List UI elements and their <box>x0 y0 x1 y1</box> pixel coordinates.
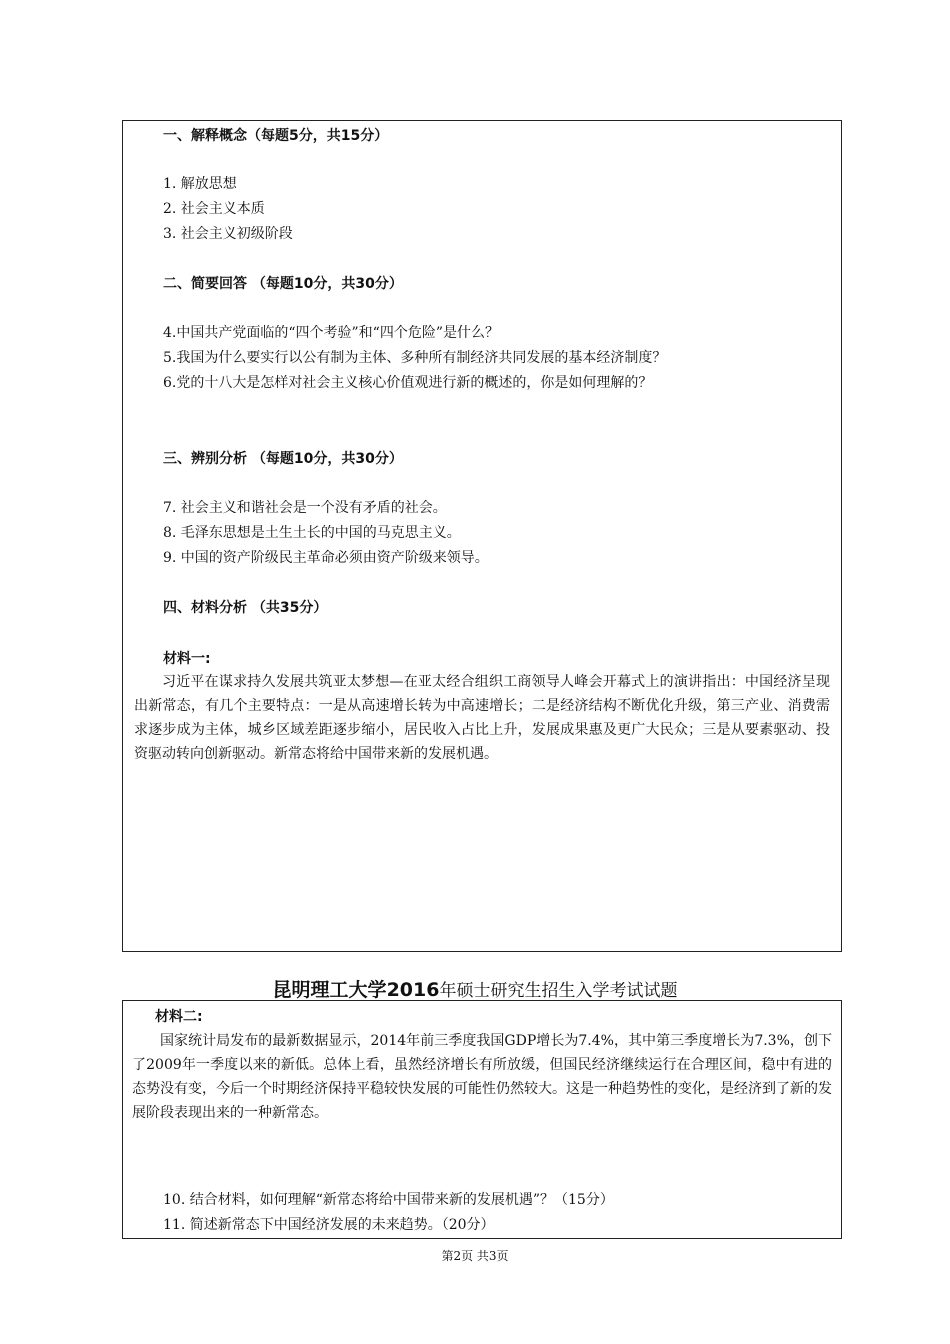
section4-heading: 四、材料分析 （共35分） <box>163 600 328 616</box>
material1-label: 材料一: <box>163 651 211 667</box>
exam-title-rest: 年硕士研究生招生入学考试试题 <box>439 981 678 1001</box>
question-item: 2. 社会主义本质 <box>163 201 265 217</box>
question-item: 11. 简述新常态下中国经济发展的未来趋势。（20分） <box>163 1217 495 1233</box>
question-item: 8. 毛泽东思想是土生土长的中国的马克思主义。 <box>163 525 461 541</box>
page-number: 第2页 共3页 <box>441 1249 509 1263</box>
section2-heading: 二、简要回答 （每题10分，共30分） <box>163 276 403 292</box>
section3-heading: 三、辨别分析 （每题10分，共30分） <box>163 451 403 467</box>
material2-text: 国家统计局发布的最新数据显示，2014年前三季度我国GDP增长为7.4%，其中第三季度增长为7.3%，创下了2009年一季度以来的新低。总体上看，虽然经济增长有所放缓，但国民经济继续运行在合理区间，稳中有进的态势没有变，今后一个时期经济保持平稳较快发展的可能性仍然较大。这是一种趋势性的变化，是经济到了新的发展阶段表现出来的一种新常态。 <box>132 1033 832 1121</box>
question-item: 10. 结合材料，如何理解“新常态将给中国带来新的发展机遇”？（15分） <box>163 1192 614 1208</box>
question-item: 9. 中国的资产阶级民主革命必须由资产阶级来领导。 <box>163 550 489 566</box>
question-item: 7. 社会主义和谐社会是一个没有矛盾的社会。 <box>163 500 447 516</box>
material2-label: 材料二: <box>155 1009 203 1025</box>
question-item: 4.中国共产党面临的“四个考验”和“四个危险”是什么？ <box>163 325 499 341</box>
exam-year: 2016 <box>386 979 440 1001</box>
school-name: 昆明理工大学 <box>272 979 387 1001</box>
question-item: 6.党的十八大是怎样对社会主义核心价值观进行新的概述的，你是如何理解的？ <box>163 375 653 391</box>
question-item: 5.我国为什么要实行以公有制为主体、多种所有制经济共同发展的基本经济制度？ <box>163 350 667 366</box>
question-item: 3. 社会主义初级阶段 <box>163 226 293 242</box>
question-item: 1. 解放思想 <box>163 176 237 192</box>
section1-heading: 一、解释概念（每题5分，共15分） <box>163 128 389 144</box>
material1-text: 习近平在谋求持久发展共筑亚太梦想—在亚太经合组织工商领导人峰会开幕式上的演讲指出：中国经济呈现出新常态，有几个主要特点：一是从高速增长转为中高速增长；二是经济结构不断优化升级，第三产业、消费需求逐步成为主体，城乡区域差距逐步缩小，居民收入占比上升，发展成果惠及更广大民众；三是从要素驱动、投资驱动转向创新驱动。新常态将给中国带来新的发展机遇。 <box>134 674 830 762</box>
